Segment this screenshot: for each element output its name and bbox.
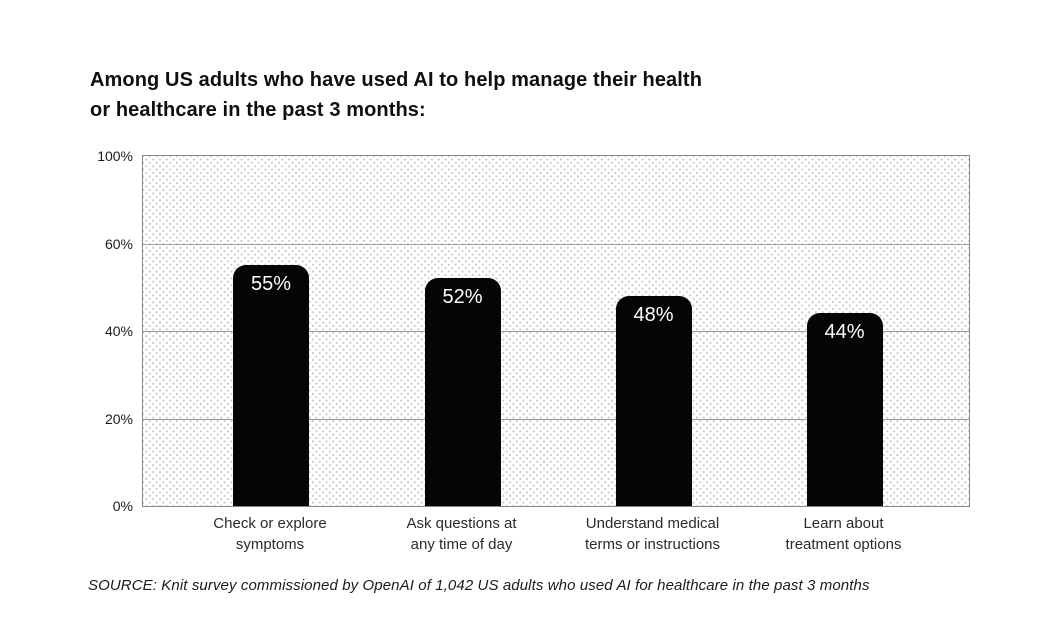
gridline — [143, 244, 969, 245]
bar — [425, 278, 501, 506]
x-axis-category-label-line: any time of day — [410, 536, 513, 553]
y-axis-tick-label: 0% — [112, 498, 133, 514]
chart-title-line-1: Among US adults who have used AI to help manage their health — [90, 69, 703, 91]
chart-title-line-2: or healthcare in the past 3 months: — [90, 99, 426, 121]
x-axis-category-label-line: treatment options — [785, 536, 902, 553]
bar — [233, 265, 309, 506]
y-axis-tick-label: 40% — [104, 323, 133, 339]
x-axis-category-label — [362, 513, 562, 555]
y-axis-tick-label: 100% — [97, 148, 133, 164]
y-axis-tick-label: 20% — [104, 410, 133, 427]
x-axis-category-label — [170, 513, 370, 555]
bar-value-label: 44% — [824, 321, 865, 343]
plot-area — [142, 155, 970, 507]
bar-value-label: 55% — [250, 273, 292, 295]
x-axis-category-label-line: terms or instructions — [584, 536, 721, 553]
x-axis-category-label-line: symptoms — [235, 536, 305, 553]
x-axis-category-label-line: Check or explore — [213, 515, 327, 532]
bar — [616, 296, 692, 506]
x-axis-category-label — [553, 513, 753, 555]
x-axis-category-label — [744, 513, 944, 555]
x-axis-category-label-line: Learn about — [803, 515, 884, 532]
source-note: SOURCE: Knit survey commissioned by OpenAI of 1,042 US adults who used AI for healthcare in the past 3 months — [88, 577, 870, 594]
x-axis-category-label-line: Understand medical — [585, 515, 720, 532]
bar-value-label: 52% — [442, 286, 483, 308]
chart-title — [90, 65, 702, 125]
bar-value-label: 48% — [633, 304, 674, 326]
bar — [807, 313, 883, 506]
x-axis-category-label-line: Ask questions at — [406, 515, 517, 532]
y-axis-tick-label: 60% — [104, 235, 133, 252]
